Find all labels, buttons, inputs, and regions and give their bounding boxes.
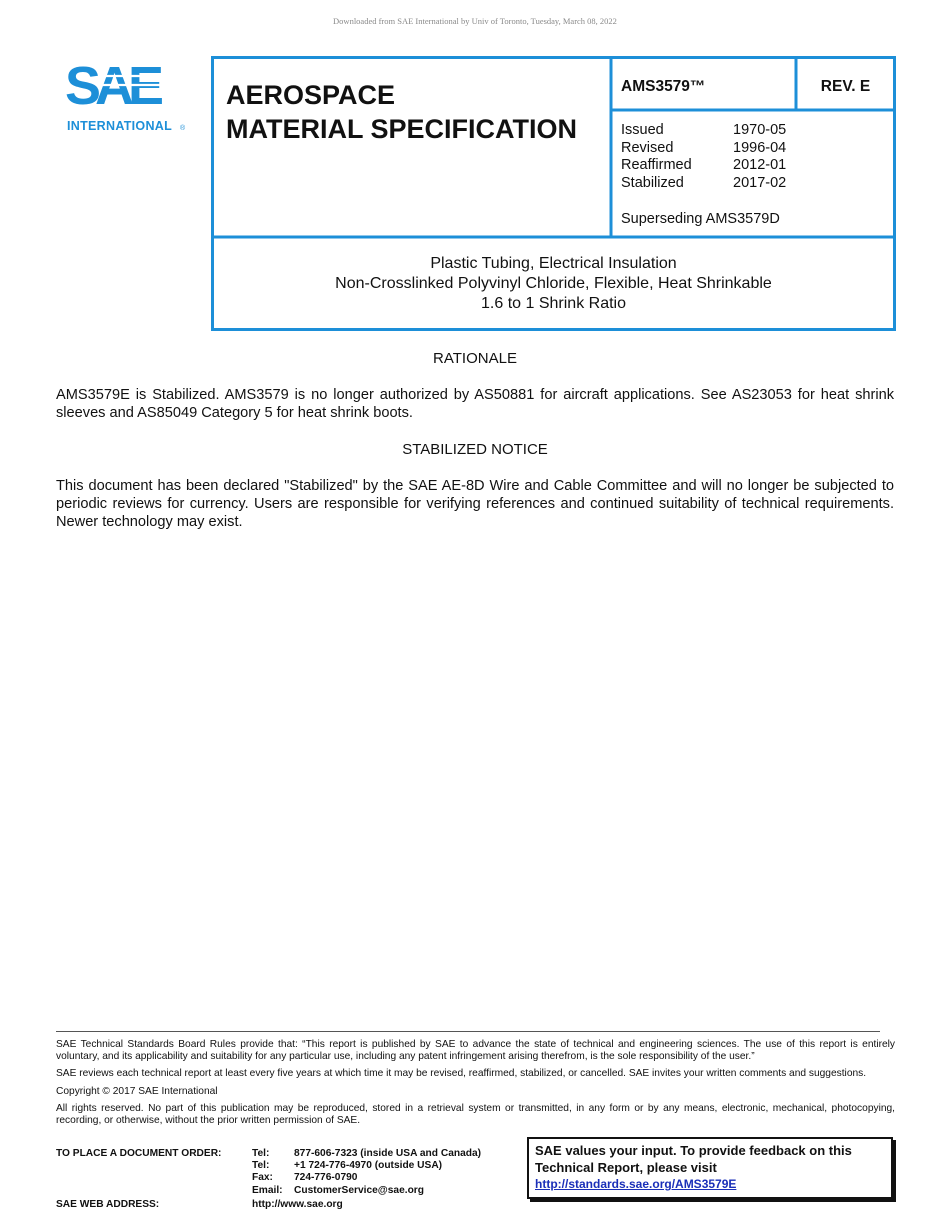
subject-line-3: 1.6 to 1 Shrink Ratio bbox=[481, 295, 626, 312]
download-note: Downloaded from SAE International by Univ of Toronto, Tuesday, March 08, 2022 bbox=[333, 16, 617, 26]
date-history bbox=[621, 122, 786, 192]
footer-divider bbox=[56, 1031, 880, 1032]
feedback-text bbox=[535, 1143, 885, 1193]
stabilized-notice-body: This document has been declared "Stabilized" by the SAE AE-8D Wire and Cable Committee and will no longer be subjected to periodic reviews for currency. Users are responsible for verifying references and continued suitability of technical requirements. Newer technology may exist. bbox=[56, 478, 894, 530]
copyright-note: Copyright © 2017 SAE International bbox=[56, 1085, 218, 1097]
web-address-label: SAE WEB ADDRESS: bbox=[56, 1199, 160, 1210]
contact-row bbox=[252, 1172, 481, 1184]
order-contacts bbox=[252, 1148, 481, 1197]
date-row-reaffirmed bbox=[621, 157, 786, 175]
date-label: Issued bbox=[621, 122, 664, 138]
date-row-issued bbox=[621, 122, 786, 140]
stabilized-notice-heading: STABILIZED NOTICE bbox=[402, 441, 548, 458]
rights-note: All rights reserved. No part of this publication may be reproduced, stored in a retrieval system or transmitted, in any form or by any means, electronic, mechanical, photocopying, recording, or otherwise, without the prior written permission of SAE. bbox=[56, 1102, 895, 1127]
contact-email: CustomerService@sae.org bbox=[294, 1184, 424, 1196]
feedback-line-2: Technical Report, please visit bbox=[535, 1159, 717, 1175]
rationale-heading: RATIONALE bbox=[433, 350, 517, 367]
date-label: Reaffirmed bbox=[621, 157, 692, 173]
web-address-value: http://www.sae.org bbox=[252, 1199, 343, 1210]
contact-row bbox=[252, 1185, 481, 1197]
date-value: 2017-02 bbox=[733, 174, 787, 191]
spec-number: AMS3579™ bbox=[621, 78, 706, 95]
contact-row bbox=[252, 1148, 481, 1160]
contact-value: 724-776-0790 bbox=[294, 1172, 358, 1184]
contact-value: 877-606-7323 (inside USA and Canada) bbox=[294, 1148, 482, 1159]
date-label: Revised bbox=[621, 139, 674, 156]
title-line-2: MATERIAL SPECIFICATION bbox=[226, 114, 577, 144]
feedback-line-1: SAE values your input. To provide feedback on this bbox=[535, 1143, 852, 1158]
feedback-link[interactable]: http://standards.sae.org/AMS3579E bbox=[535, 1177, 737, 1191]
date-value: 1970-05 bbox=[733, 122, 787, 138]
date-row-revised bbox=[621, 140, 786, 158]
logo-wordmark: SAE bbox=[65, 56, 159, 116]
revision-label: REV. E bbox=[820, 78, 871, 95]
contact-key: Email: bbox=[252, 1184, 283, 1196]
contact-key: Tel: bbox=[252, 1160, 270, 1172]
contact-key: Tel: bbox=[252, 1148, 270, 1159]
rationale-body: AMS3579E is Stabilized. AMS3579 is no longer authorized by AS50881 for aircraft applications. See AS23053 for heat shrink sleeves and AS85049 Category 5 for heat shrink boots. bbox=[56, 387, 894, 421]
contact-value: +1 724-776-4970 (outside USA) bbox=[294, 1160, 443, 1172]
title-line-1: AEROSPACE bbox=[226, 80, 396, 110]
footer-notes bbox=[56, 1039, 895, 1132]
review-note: SAE reviews each technical report at least every five years at which time it may be revised, reaffirmed, stabilized, or cancelled. SAE invites your written comments and suggestions. bbox=[56, 1068, 867, 1080]
board-rules-note: SAE Technical Standards Board Rules provide that: “This report is published by SAE to advance the state of technical and engineering sciences. The use of this report is entirely voluntary, and its applicability and suitability for any particular use, including any patent infringement arising therefrom, is the sole responsibility of the user.” bbox=[56, 1039, 895, 1063]
logo-registered: ® bbox=[180, 125, 186, 132]
date-value: 1996-04 bbox=[733, 139, 787, 156]
document-title bbox=[226, 78, 577, 146]
date-label: Stabilized bbox=[621, 174, 684, 191]
subject-line-1: Plastic Tubing, Electrical Insulation bbox=[430, 255, 677, 272]
superseding-note: Superseding AMS3579D bbox=[621, 211, 780, 227]
contact-key: Fax: bbox=[252, 1172, 273, 1184]
order-label: TO PLACE A DOCUMENT ORDER: bbox=[56, 1148, 222, 1159]
document-subject bbox=[213, 254, 894, 314]
date-row-stabilized bbox=[621, 175, 786, 193]
sae-logo bbox=[64, 54, 190, 134]
subject-line-2: Non-Crosslinked Polyvinyl Chloride, Flexible, Heat Shrinkable bbox=[335, 275, 772, 292]
contact-row bbox=[252, 1160, 481, 1172]
date-value: 2012-01 bbox=[733, 157, 787, 173]
logo-subtitle: INTERNATIONAL bbox=[67, 119, 173, 133]
